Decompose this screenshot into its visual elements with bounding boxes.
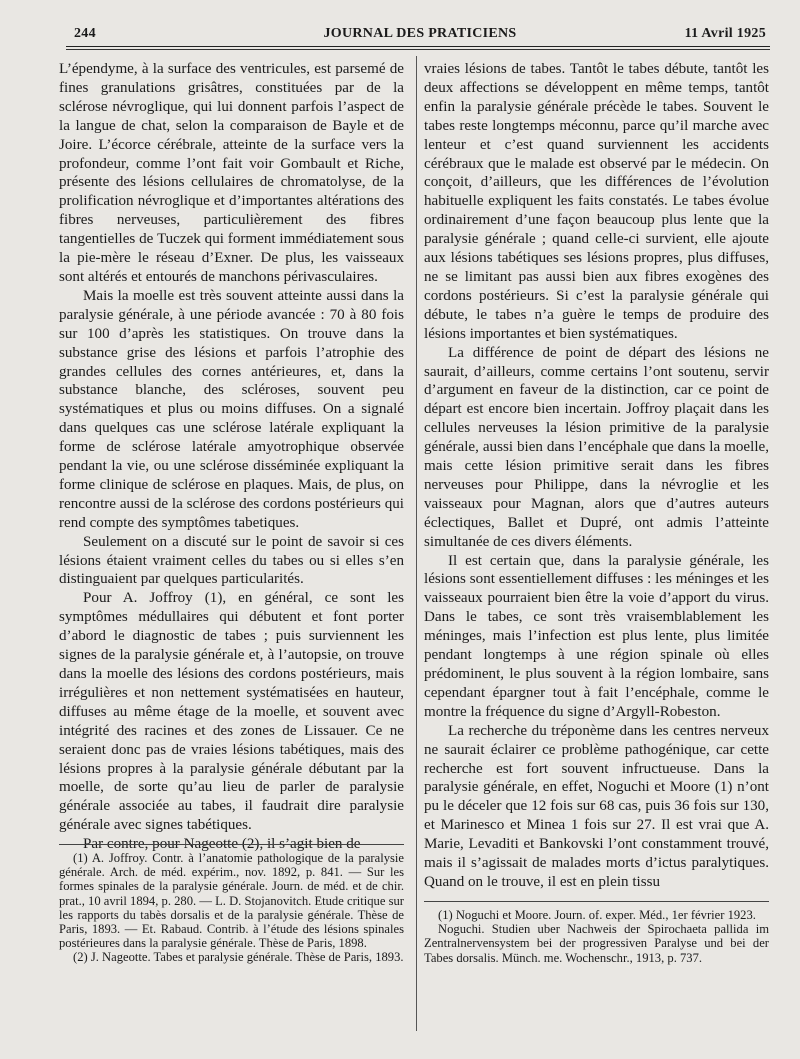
paragraph: La différence de point de départ des lésions ne saurait, d’ailleurs, comme certains l’ont soutenu, servir d’argument en faveur de la distinction, car ce point de départ est encore bien incertain. Joffroy plaçait dans les cellules nerveuses la lésion primitive de la paralysie générale, aussi bien dans l’encéphale que dans la moelle, mais cette lésion primitive serait dans les fibres nerveuses pour Philippe, dans la névroglie et les vaisseaux pour Magnan, alors que d’autres auteurs éclectiques, Ballet et Dupré, ont admis l’atteinte simultanée de ces divers éléments.	[424, 344, 769, 550]
issue-date: 11 Avril 1925	[684, 26, 766, 41]
paragraph: vraies lésions de tabes. Tantôt le tabes débute, tantôt les deux affections se développent en même temps, tantôt enfin la paralysie générale précède le tabes. Souvent le tabes reste longtemps méconnu, parce qu’il marche avec lenteur et c’est quand surviennent les accidents cérébraux que le malade est observé par le médecin. On conçoit, d’ailleurs, que les différences de l’évolution habituelle expliquent les faits constatés. Le tabes évolue ordinairement d’une façon beaucoup plus lente que la paralysie générale ; quand celle-ci survient, elle ajoute aux lésions tabétiques ses lésions propres, plus diffuses, ne se limitant pas aussi bien aux fibres exogènes des cordons postérieurs. Si c’est la paralysie générale qui débute, le tabes n’a guère le temps de produire des lésions importantes et bien systématiques.	[424, 61, 769, 342]
footnote: (1) A. Joffroy. Contr. à l’anatomie pathologique de la paralysie générale. Arch. de méd. expérim., nov. 1892, p. 841. — Sur les formes spinales de la paralysie générale. Journ. de méd. et de chir. prat., 10 avril 1894, p. 280. — L. D. Stojanovitch. Etude critique sur les rapports du tabès dorsalis et de la paralysie générale. Thèse de Paris, 1893. — Et. Rabaud. Contrib. à l’étude des lésions spinales postérieures dans la paralysie générale. Thèse de Paris, 1898.	[59, 851, 404, 951]
column-divider	[416, 56, 417, 1031]
right-column	[424, 60, 769, 892]
footnotes-left	[59, 851, 404, 965]
footnotes-right	[424, 908, 769, 965]
left-column	[59, 60, 404, 854]
paragraph: Pour A. Joffroy (1), en général, ce sont les symptômes médullaires qui débutent et font porter d’abord le diagnostic de tabes ; puis surviennent les signes de la paralysie générale et, à l’autopsie, on trouve dans la moelle des lésions des cordons postérieurs, mais irrégulières et non nettement systématisées en hauteur, diffuses au même étage de la moelle, et souvent avec intégrité des racines et des zones de Lissauer. Ce ne seraient donc pas de vraies lésions tabétiques, mais des lésions propres à la paralysie générale débutant par la moelle, de sorte qu’au lieu de parler de paralysie générale associée au tabes, il faudrait dire paralysie générale avec signes tabétiques.	[59, 590, 404, 834]
journal-title: JOURNAL DES PRATICIENS	[323, 26, 517, 41]
header-rule-thin	[66, 49, 770, 50]
paragraph: Seulement on a discuté sur le point de savoir si ces lésions étaient vraiment celles du tabes ou si elles s’en distinguaient par quelques particularités.	[59, 533, 404, 588]
running-header	[74, 26, 766, 48]
page-number: 244	[74, 26, 96, 41]
header-rule	[66, 46, 770, 47]
paragraph: Par contre, pour Nageotte (2), il s’agit bien de	[83, 836, 361, 853]
footnote-rule	[424, 901, 769, 902]
footnote: (2) J. Nageotte. Tabes et paralysie générale. Thèse de Paris, 1893.	[73, 950, 404, 965]
paragraph: La recherche du tréponème dans les centres nerveux ne saurait éclairer ce problème pathogénique, car cette recherche est fort souvent infructueuse. Dans la paralysie générale, en effet, Noguchi et Moore (1) n’ont pu le déceler que 12 fois sur 68 cas, puis 36 fois sur 130, et Marinesco et Minea 1 fois sur 27. Il est vrai que A. Marie, Levaditi et Bankovski l’ont constamment trouvé, mais il s’agissait de malades morts d’ictus paralytiques. Quand on le trouve, il est en plein tissu	[424, 722, 769, 890]
footnote-rule	[59, 844, 404, 845]
paragraph: Il est certain que, dans la paralysie générale, les lésions sont essentiellement diffuses : les méninges et les vaisseaux pourraient bien être la voie d’apport du virus. Dans le tabes, ce sont très vraisemblablement les méninges, mais l’infection est plus lente, plus limitée pendant longtemps à une région spinale où elles prédominent, le plus souvent à la région lombaire, sans cependant épargner tout à fait l’encéphale, comme le montre la fréquence du signe d’Argyll-Robeston.	[424, 552, 769, 720]
paragraph: L’épendyme, à la surface des ventricules, est parsemé de fines granulations grisâtres, constituées par de la sclérose névroglique, qui lui donnent parfois l’aspect de la langue de chat, selon la comparaison de Bayle et de Joire. L’écorce cérébrale, atteinte de la surface vers la profondeur, comme l’ont fait voir Gombault et Riche, présente des lésions cellulaires de chromatolyse, de la prolification névroglique et d’importantes altérations des fibres nerveuses, particulièrement des fibres tangentielles de Tuczek qui forment immédiatement sous la pie-mère le réseau d’Exner. De plus, les vaisseaux sont altérés et entourés de manchons périvasculaires.	[59, 61, 404, 285]
paragraph: Mais la moelle est très souvent atteinte aussi dans la paralysie générale, à une période avancée : 70 à 80 fois sur 100 d’après les statistiques. On trouve dans la substance grise des lésions et parfois l’atrophie des grandes cellules des cornes antérieures, et, dans la substance blanche, des scléroses, souvent peu systématiques et plus ou moins diffuses. On a signalé dans quelques cas une sclérose latérale expliquant la forme de sclérose latérale amyotrophique observée pendant la vie, ou une sclérose disséminée expliquant la forme clinique de sclérose en plaques. Mais, de plus, on rencontre aussi de la sclérose des cordons postérieurs qui rend compte des symptômes tabetiques.	[59, 287, 404, 531]
footnote: Noguchi. Studien uber Nachweis der Spirochaeta pallida im Zentralnervensystem bei der progressiven Paralyse und bei der Tabes dorsalis. Münch. me. Wochenschr., 1913, p. 737.	[424, 922, 769, 965]
footnote: (1) Noguchi et Moore. Journ. of. exper. Méd., 1er février 1923.	[438, 908, 756, 922]
